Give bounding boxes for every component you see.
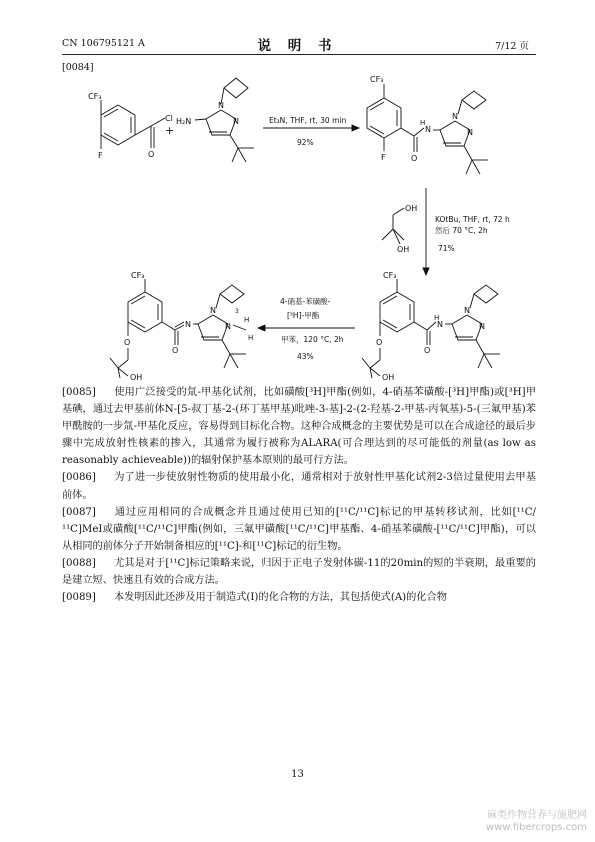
svg-text:OH: OH <box>382 373 395 382</box>
svg-text:N: N <box>479 322 485 331</box>
svg-text:O: O <box>376 338 383 347</box>
plus-sign: + <box>165 124 175 137</box>
svg-text:O: O <box>124 338 131 347</box>
svg-text:H₂N: H₂N <box>176 117 192 126</box>
paragraph-text: 尤其是对于[¹¹C]标记策略来说，归因于正电子发射体碳-11的20min的短的半衰期，最重要的是建立短、快速且有效的合成方法。 <box>62 557 536 587</box>
svg-text:H: H <box>420 119 426 127</box>
svg-text:O: O <box>411 154 418 163</box>
paragraph-0086 <box>62 469 536 503</box>
paragraph-text: 本发明因此还涉及用于制造式(I)的化合物的方法，其包括使式(A)的化合物 <box>114 592 447 604</box>
svg-text:F: F <box>381 153 386 162</box>
page-indicator: 7/12 页 <box>495 41 529 52</box>
svg-text:OH: OH <box>405 204 418 213</box>
step2-yield: 71% <box>438 244 455 253</box>
svg-text:N: N <box>464 306 470 315</box>
svg-text:OH: OH <box>397 245 410 254</box>
step3-conditions-3: 甲苯，120 °C, 2h <box>281 335 344 344</box>
svg-text:CF₃: CF₃ <box>383 271 397 280</box>
paragraph-number: [0085] <box>62 387 96 398</box>
final-product-tritiated <box>110 271 253 382</box>
watermark-line-1: 麻类作物营养与施肥网 <box>487 810 587 821</box>
svg-text:Cl: Cl <box>165 114 173 123</box>
paragraph-0088 <box>62 555 536 589</box>
paragraph-0087 <box>62 504 536 555</box>
intermediate-ether <box>362 271 500 382</box>
svg-text:H: H <box>244 316 250 324</box>
svg-text:N: N <box>185 320 191 329</box>
paragraph-0089 <box>62 589 536 606</box>
svg-text:N: N <box>225 322 231 331</box>
reactant-acid-chloride <box>88 92 173 160</box>
svg-text:CF₃: CF₃ <box>370 75 384 84</box>
svg-text:CF₃: CF₃ <box>88 92 102 101</box>
svg-text:O: O <box>424 346 431 355</box>
svg-text:CF₃: CF₃ <box>131 271 145 280</box>
svg-text:H: H <box>434 314 440 322</box>
step2-conditions-1: KOtBu, THF, rt, 72 h <box>435 215 510 224</box>
svg-text:N: N <box>425 125 431 134</box>
svg-text:H: H <box>248 334 254 342</box>
paragraph-text: 使用广泛接受的氚-甲基化试剂，比如磺酸[³H]甲酯(例如，4-硝基苯磺酸-[³H]甲酯)或[³H]甲基碘，通过去甲基前体N-[5-叔丁基-2-(环丁基甲基)吡唑-3-基]-2-(2-羟基-2-甲基-丙氧基)-5-(三氟甲基)苯甲酰胺的一步氚-甲基化反应，容易得到目标化合物。这种合成概念的主要优势是可以在合成途径的最后步骤中完成放射性核素的掺入，其通常为履行被称为ALARA(可合理达到的尽可能低的剂量(as low as reasonably achieveable))的辐射保护基本原则的最可行方法。 <box>62 387 536 467</box>
step3-yield: 43% <box>297 352 314 361</box>
diol-reagent <box>382 204 417 254</box>
step3-conditions-1: 4-硝基-苯磺酸- <box>280 297 331 306</box>
svg-text:N: N <box>210 306 216 315</box>
step3-conditions-2: [³H]-甲酯 <box>287 311 320 320</box>
svg-text:N: N <box>437 320 443 329</box>
watermark-line-2: www.fibercrops.com <box>485 822 587 833</box>
svg-text:F: F <box>98 151 103 160</box>
paragraph-number: [0087] <box>62 506 96 518</box>
watermark <box>486 810 587 834</box>
reaction-scheme <box>0 0 595 390</box>
reactant-aminopyrazole <box>176 78 254 162</box>
svg-text:O: O <box>172 346 179 355</box>
document-title: 说 明 书 <box>257 38 338 54</box>
paragraph-number: [0086] <box>62 472 96 484</box>
paragraph-number-0084: [0084] <box>62 62 94 73</box>
intermediate-fluoro-amide <box>367 75 488 174</box>
svg-text:N: N <box>467 128 473 137</box>
paragraph-text: 通过应用相同的合成概念并且通过使用已知的[¹¹C/¹¹C]标记的甲基转移试剂，比如[¹¹C/¹¹C]MeI或磺酸[¹¹C/¹¹C]甲酯(例如，三氟甲磺酸[¹¹C/¹¹C]甲基酯、4-硝基苯磺酸-[¹¹C/¹¹C]甲酯)，可以从相同的前体分子开始制备相应的[¹¹C]-和[¹¹C]标记的衍生物。 <box>62 506 536 552</box>
body-text <box>62 384 536 606</box>
patent-number: CN 106795121 A <box>62 38 145 49</box>
paragraph-text: 为了进一步使放射性物质的使用最小化，通常相对于放射性甲基化试剂2-3倍过量使用去甲基前体。 <box>62 472 536 501</box>
step1-yield: 92% <box>297 138 314 147</box>
svg-text:3: 3 <box>235 308 239 315</box>
svg-text:N: N <box>452 112 458 121</box>
svg-text:OH: OH <box>130 373 143 382</box>
svg-text:O: O <box>148 150 155 159</box>
step2-conditions-2: 然后 70 °C, 2h <box>435 226 488 235</box>
step1-conditions: Et₃N, THF, rt, 30 min <box>269 116 347 125</box>
paragraph-0085 <box>62 384 536 469</box>
page-number: 13 <box>291 769 304 780</box>
paragraph-number: [0089] <box>62 592 96 604</box>
paragraph-number: [0088] <box>62 557 96 569</box>
svg-text:N: N <box>233 117 239 126</box>
svg-text:N: N <box>218 101 224 110</box>
